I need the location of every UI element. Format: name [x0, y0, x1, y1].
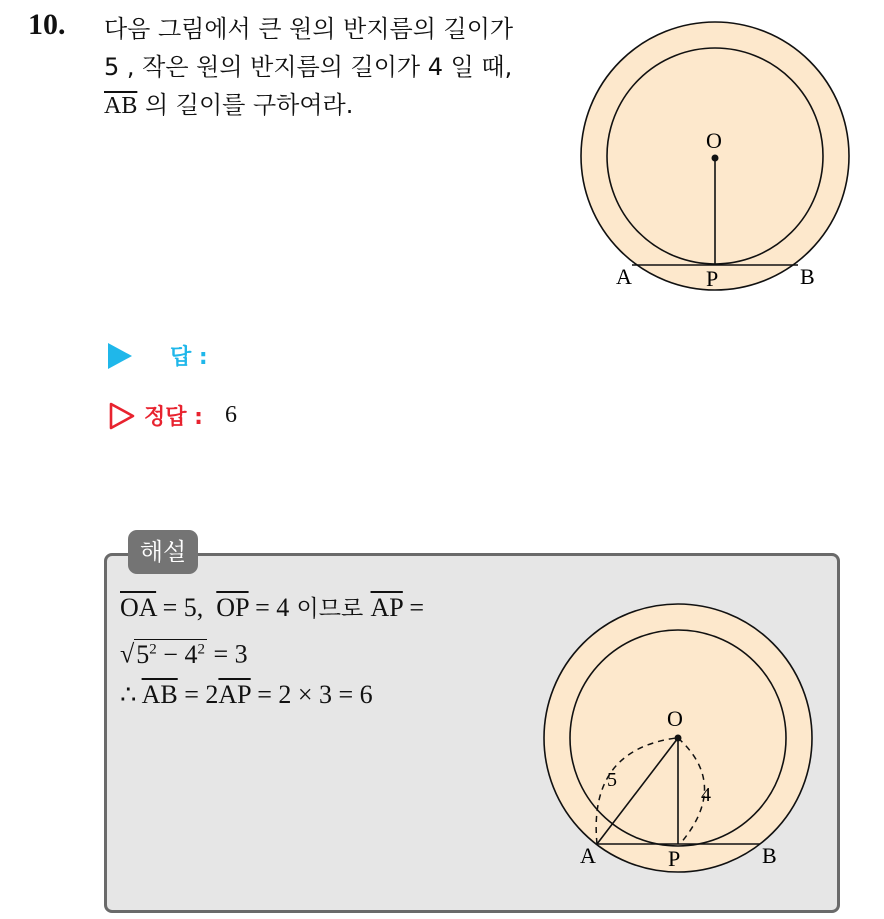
exponent: 2 [149, 641, 157, 657]
exponent: 2 [197, 641, 205, 657]
eq-text: = [402, 593, 424, 622]
label-a: A [616, 264, 632, 289]
correct-answer-row [108, 400, 237, 431]
correct-answer-label: 정답 : [144, 405, 203, 430]
open-triangle-icon [108, 401, 136, 431]
label-p: P [706, 266, 719, 291]
solution-tag: 해설 [128, 530, 198, 574]
label-o: O [667, 706, 683, 731]
segment-ab-2: $\overline{AB}$ [141, 679, 178, 709]
center-point [712, 155, 719, 162]
question-line-3 [104, 86, 564, 125]
center-point [675, 735, 682, 742]
solution-line-2 [120, 629, 424, 675]
label-b: B [762, 843, 777, 868]
solution-line-1 [120, 588, 424, 629]
label-b: B [800, 264, 815, 289]
therefore-symbol: ∴ [120, 679, 142, 709]
question-number: 10. [28, 8, 66, 41]
question-line-2: 5 , 작은 원의 반지름의 길이가 4 일 때, [104, 53, 513, 81]
eq-text: = 2 [177, 679, 219, 709]
segment-op: $\overline{OP}$ [216, 593, 249, 622]
label-p: P [668, 846, 681, 871]
segment-ap: $\overline{AP}$ [370, 593, 403, 622]
eq-text: = 5, [156, 593, 204, 622]
label-4: 4 [701, 784, 711, 806]
eq-result: = 2 × 3 = 6 [250, 679, 373, 709]
solution-line-3 [120, 675, 424, 715]
answer-label: 답 : [170, 345, 208, 370]
eq-text: = 4 [248, 593, 290, 622]
segment-ab: $\overline{AB}$ [104, 93, 138, 119]
solution-text [120, 588, 424, 715]
segment-ap-2: $\overline{AP}$ [218, 679, 251, 709]
question-text [104, 10, 564, 125]
concentric-circles-figure [570, 20, 860, 310]
eq-result: = 3 [206, 639, 248, 669]
label-5: 5 [607, 769, 617, 791]
label-o: O [706, 128, 722, 153]
solution-figure [540, 600, 820, 900]
correct-answer-value: 6 [224, 402, 237, 428]
radicand-base: 5 [136, 639, 150, 669]
question-line-1: 다음 그림에서 큰 원의 반지름의 길이가 [104, 15, 514, 43]
minus-term: − 4 [156, 639, 198, 669]
label-a: A [580, 843, 596, 868]
question-line-3-rest: 의 길이를 구하여라. [137, 91, 354, 119]
sqrt-expression: $√5^2 - 4^2$ [120, 639, 205, 669]
segment-oa: $\overline{OA}$ [120, 593, 157, 622]
korean-word: 이므로 [289, 596, 371, 622]
triangle-marker-icon [108, 343, 132, 369]
answer-row [108, 340, 208, 371]
